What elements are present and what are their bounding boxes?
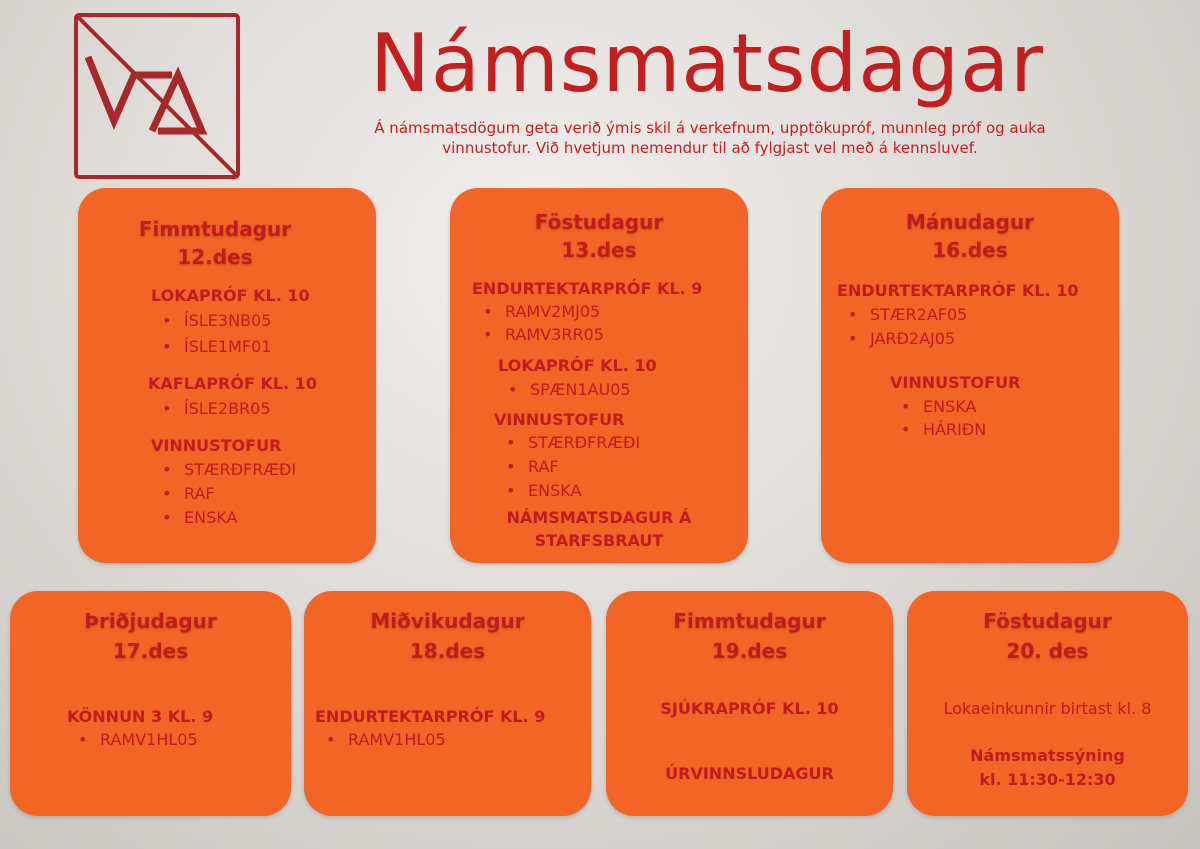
day-card-12-des bbox=[78, 188, 376, 563]
card-date: 12.des bbox=[177, 245, 253, 269]
section-heading: LOKAPRÓF KL. 10 bbox=[498, 356, 657, 375]
subtitle-line-2: vinnustofur. Við hvetjum nemendur til að fylgjast vel með á kennsluvef. bbox=[442, 139, 978, 157]
list-item: • ÍSLE1MF01 bbox=[162, 335, 271, 359]
day-card-13-des bbox=[450, 188, 748, 563]
list-item: • STÆR2AF05 bbox=[848, 303, 967, 327]
card-date: 16.des bbox=[932, 238, 1008, 262]
card-footer-line-1: NÁMSMATSDAGUR Á bbox=[506, 508, 692, 527]
card-day-name: Þriðjudagur bbox=[84, 609, 217, 633]
grades-note: Lokaeinkunnir birtast kl. 8 bbox=[943, 699, 1152, 718]
section-heading: ENDURTEKTARPRÓF KL. 9 bbox=[315, 707, 546, 726]
card-day-name: Föstudagur bbox=[983, 609, 1112, 633]
card-date: 17.des bbox=[112, 639, 189, 663]
list-item: • RAF bbox=[162, 482, 215, 506]
list-item: • STÆRÐFRÆÐI bbox=[162, 458, 296, 482]
section-heading: LOKAPRÓF KL. 10 bbox=[151, 286, 310, 305]
list-item: • SPÆN1AU05 bbox=[508, 378, 631, 402]
card-line: ÚRVINNSLUDAGUR bbox=[665, 764, 834, 783]
card-footer-line-2: STARFSBRAUT bbox=[534, 531, 664, 550]
card-date: 13.des bbox=[561, 238, 637, 262]
card-day-name: Fimmtudagur bbox=[673, 609, 826, 633]
card-day-name: Fimmtudagur bbox=[138, 217, 292, 241]
list-item: • RAF bbox=[506, 455, 559, 479]
list-item: • RAMV2MJ05 bbox=[483, 300, 600, 324]
page-title: Námsmatsdagar bbox=[370, 17, 1044, 110]
section-heading: KÖNNUN 3 KL. 9 bbox=[67, 707, 214, 726]
card-line: SJÚKRAPRÓF KL. 10 bbox=[660, 699, 839, 718]
card-day-name: Mánudagur bbox=[905, 210, 1035, 234]
card-day-name: Miðvikudagur bbox=[370, 609, 525, 633]
event-line-1: Námsmatssýning bbox=[970, 746, 1125, 765]
list-item: • JARÐ2AJ05 bbox=[848, 327, 955, 351]
card-date: 19.des bbox=[711, 639, 788, 663]
subtitle-line-1: Á námsmatsdögum geta verið ýmis skil á verkefnum, upptökupróf, munnleg próf og auka bbox=[374, 119, 1046, 137]
list-item: • ÍSLE2BR05 bbox=[162, 397, 271, 421]
school-logo bbox=[74, 13, 240, 179]
day-card-18-des bbox=[304, 591, 591, 816]
list-item: • ENSKA bbox=[901, 395, 976, 419]
day-card-20-des bbox=[907, 591, 1188, 816]
list-item: • ENSKA bbox=[162, 506, 237, 530]
day-card-17-des bbox=[10, 591, 291, 816]
section-heading: KAFLAPRÓF KL. 10 bbox=[148, 374, 317, 393]
day-card-16-des bbox=[821, 188, 1119, 563]
list-item: • ÍSLE3NB05 bbox=[162, 309, 271, 333]
section-heading: VINNUSTOFUR bbox=[890, 373, 1021, 392]
page-subtitle bbox=[320, 118, 1100, 158]
section-heading: ENDURTEKTARPRÓF KL. 10 bbox=[837, 281, 1079, 300]
day-card-19-des bbox=[606, 591, 893, 816]
section-heading: ENDURTEKTARPRÓF KL. 9 bbox=[472, 279, 703, 298]
card-day-name: Föstudagur bbox=[534, 210, 664, 234]
list-item: • HÁRIÐN bbox=[901, 418, 986, 442]
card-date: 20. des bbox=[1006, 639, 1089, 663]
list-item: • RAMV1HL05 bbox=[78, 728, 198, 752]
section-heading: VINNUSTOFUR bbox=[494, 410, 625, 429]
list-item: • ENSKA bbox=[506, 479, 581, 503]
list-item: • RAMV1HL05 bbox=[326, 728, 446, 752]
card-date: 18.des bbox=[409, 639, 486, 663]
event-line-2: kl. 11:30-12:30 bbox=[979, 770, 1116, 789]
section-heading: VINNUSTOFUR bbox=[151, 436, 282, 455]
list-item: • STÆRÐFRÆÐI bbox=[506, 431, 640, 455]
list-item: • RAMV3RR05 bbox=[483, 323, 604, 347]
